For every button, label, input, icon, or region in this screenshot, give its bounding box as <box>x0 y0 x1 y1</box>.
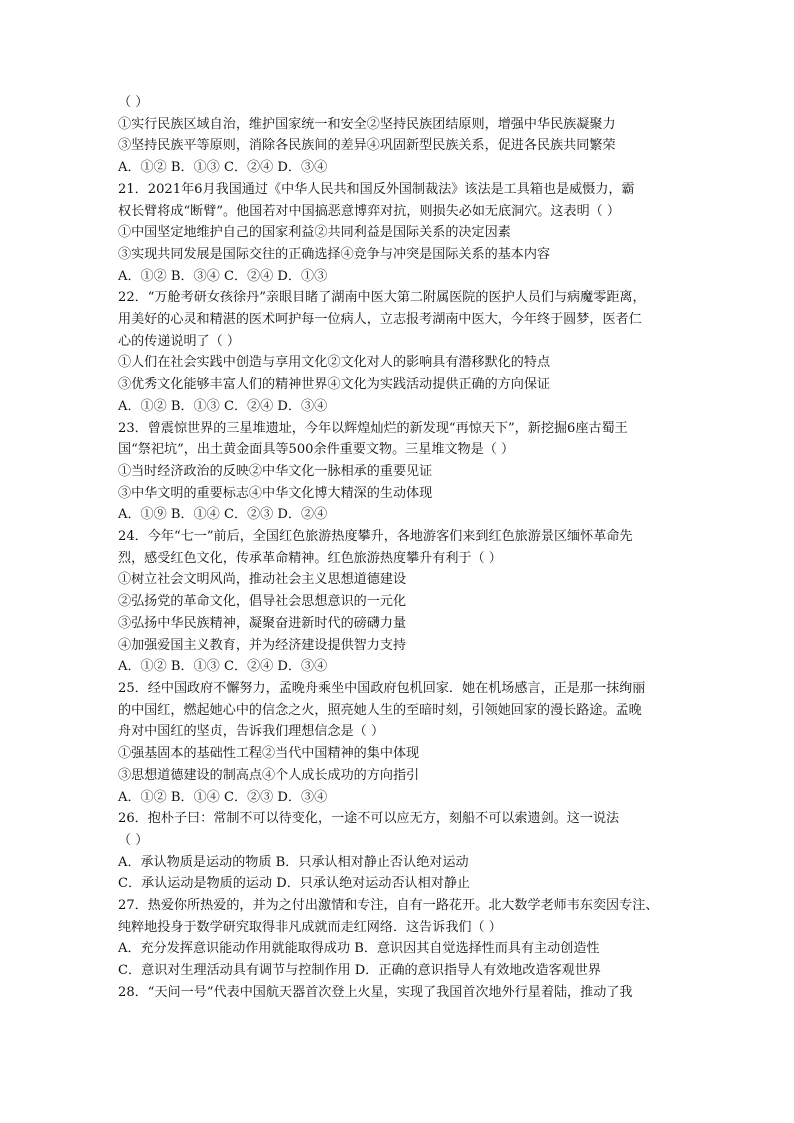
text-line: ③弘扬中华民族精神，凝聚奋进新时代的磅礴力量 <box>118 615 407 631</box>
text-line: A．①② B．③④ C．②④ D．①③ <box>118 268 328 284</box>
text-line: 22．“万舱考研女孩徐丹”亲眼目睹了湖南中医大第二附属医院的医护人员们与病魔零距离， <box>118 290 646 306</box>
text-line: 纯粹地投身于数学研究取得非凡成就而走红网络．这告诉我们（ ） <box>118 919 502 935</box>
text-line: ①强基固本的基础性工程②当代中国精神的集中体现 <box>118 746 420 762</box>
text-line: A．承认物质是运动的物质 B．只承认相对静止否认绝对运动 <box>118 854 469 870</box>
text-line: 国“祭祀坑”，出土黄金面具等500余件重要文物。三星堆文物是（ ） <box>118 442 515 458</box>
document-page <box>118 92 680 1004</box>
text-line: C．承认运动是物质的运动 D．只承认绝对运动否认相对静止 <box>118 876 471 892</box>
text-line: 权长臂将成“断臂”。他国若对中国搞恶意博弈对抗，则损失必如无底洞穴。这表明（ ） <box>118 203 621 219</box>
text-line: A．①② B．①③ C．②④ D．③④ <box>118 659 328 675</box>
text-line: ①实行民族区域自治，维护国家统一和安全②坚持民族团结原则，增强中华民族凝聚力 <box>118 116 616 132</box>
text-line: 26．抱朴子曰：常制不可以待变化，一途不可以应无方，刻船不可以索遗剑。这一说法 <box>118 811 620 827</box>
text-line: 的中国红，燃起她心中的信念之火，照亮她人生的至暗时刻，引领她回家的漫长路途。孟晚 <box>118 702 642 718</box>
text-line: ③实现共同发展是国际交往的正确选择④竞争与冲突是国际关系的基本内容 <box>118 246 551 262</box>
text-line: ③优秀文化能够丰富人们的精神世界④文化为实践活动提供正确的方向保证 <box>118 377 551 393</box>
text-line: 用美好的心灵和精湛的医术呵护每一位病人，立志报考湖南中医大，今年终于圆梦，医者仁 <box>118 312 642 328</box>
text-line: 23．曾震惊世界的三星堆遗址，今年以辉煌灿烂的新发现“再惊天下”，新挖掘6座古蜀王 <box>118 420 628 436</box>
text-line: 舟对中国红的坚贞，告诉我们理想信念是（ ） <box>118 724 385 740</box>
text-line: ③思想道德建设的制高点④个人成长成功的方向指引 <box>118 767 420 783</box>
text-line: 28．“天问一号”代表中国航天器首次登上火星，实现了我国首次地外行星着陆，推动了我 <box>118 984 633 1000</box>
text-line: ①中国坚定地维护自己的国家利益②共同利益是国际关系的决定因素 <box>118 225 511 241</box>
text-line: （ ） <box>118 832 149 848</box>
text-line: ④加强爱国主义教育，并为经济建设提供智力支持 <box>118 637 407 653</box>
text-line: 27．热爱你所热爱的，并为之付出激情和专注，自有一路花开。北大数学老师韦东奕因专注、 <box>118 898 659 914</box>
text-line: ③中华文明的重要标志④中华文化博大精深的生动体现 <box>118 485 433 501</box>
text-line: A．①⑨ B．①④ C．②③ D．②④ <box>118 507 328 523</box>
text-line: A．①② B．①③ C．②④ D．③④ <box>118 160 328 176</box>
text-line: ③坚持民族平等原则，消除各民族间的差异④巩固新型民族关系，促进各民族共同繁荣 <box>118 138 616 154</box>
text-line: 21．2021年6月我国通过《中华人民共和国反外国制裁法》该法是工具箱也是威慑力，霸 <box>118 181 635 197</box>
text-line: ②弘扬党的革命文化，倡导社会思想意识的一元化 <box>118 594 407 610</box>
text-line: ①当时经济政治的反映②中华文化一脉相承的重要见证 <box>118 463 433 479</box>
text-line: 25．经中国政府不懈努力，孟晚舟乘坐中国政府包机回家．她在机场感言，正是那一抹绚丽 <box>118 680 646 696</box>
text-line: A．充分发挥意识能动作用就能取得成功 B．意识因其自觉选择性而具有主动创造性 <box>118 941 600 957</box>
text-line: C．意识对生理活动具有调节与控制作用 D．正确的意识指导人有效地改造客观世界 <box>118 963 601 979</box>
text-line: 烈，感受红色文化，传承革命精神。红色旅游热度攀升有利于（ ） <box>118 550 502 566</box>
text-line: ①人们在社会实践中创造与享用文化②文化对人的影响具有潜移默化的特点 <box>118 355 551 371</box>
text-line: （ ） <box>118 95 149 110</box>
text-line: A．①② B．①③ C．②④ D．③④ <box>118 398 328 414</box>
text-line: 心的传递说明了（ ） <box>118 333 241 349</box>
text-line: A．①② B．①④ C．②③ D．③④ <box>118 789 328 805</box>
text-line: 24．今年“七一”前后，全国红色旅游热度攀升，各地游客们来到红色旅游景区缅怀革命先 <box>118 529 633 545</box>
text-line: ①树立社会文明风尚，推动社会主义思想道德建设 <box>118 572 407 588</box>
